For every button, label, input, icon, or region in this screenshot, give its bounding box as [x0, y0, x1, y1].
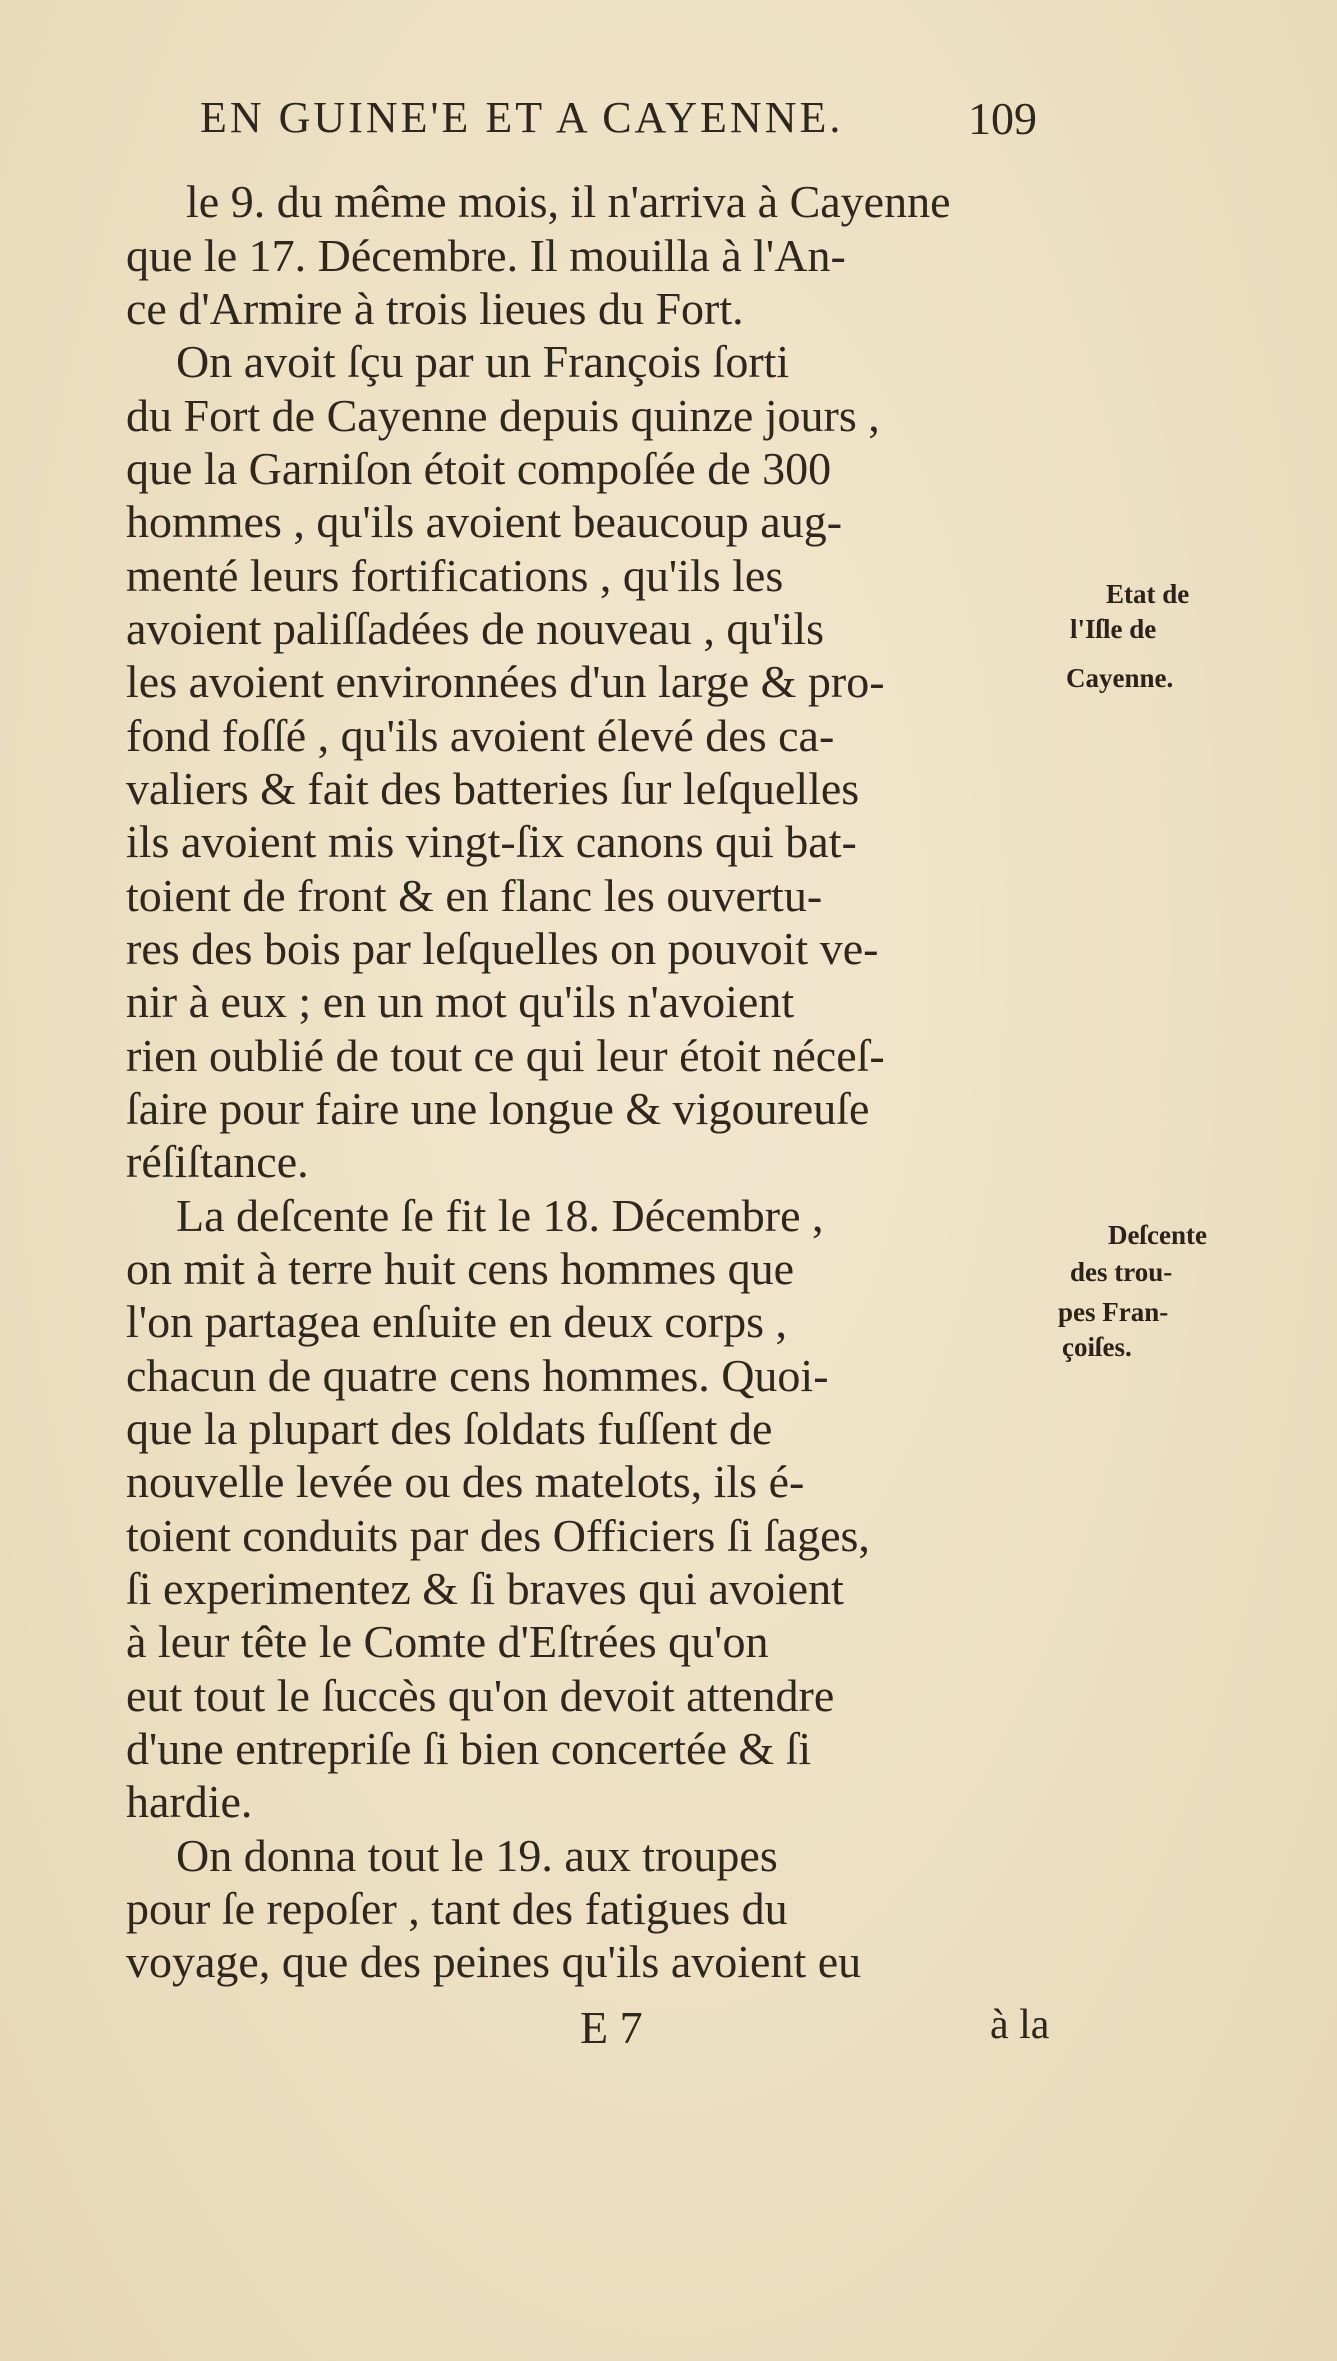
text-line: hardie. [126, 1776, 253, 1827]
text-line: d'une entrepriſe ſi bien concertée & ſi [126, 1723, 812, 1774]
paragraph-start-line: La deſcente ſe fit le 18. Décembre , [176, 1190, 824, 1241]
text-line: voyage, que des peines qu'ils avoient eu [126, 1936, 862, 1987]
margin-note-line: Cayenne. [1066, 663, 1174, 693]
paragraph-start-line: On avoit ſçu par un François ſorti [176, 336, 790, 387]
text-line: le 9. du même mois, il n'arriva à Cayenne [186, 176, 951, 227]
text-line: l'on partagea enſuite en deux corps , [126, 1296, 787, 1347]
paragraph-start-line: On donna tout le 19. aux troupes [176, 1830, 778, 1881]
text-line: que la Garniſon étoit compoſée de 300 [126, 443, 832, 494]
text-line: hommes , qu'ils avoient beaucoup aug- [126, 496, 843, 547]
text-line: chacun de quatre cens hommes. Quoi- [126, 1350, 829, 1401]
text-line: nouvelle levée ou des matelots, ils é- [126, 1456, 805, 1507]
signature-mark: E 7 [580, 2002, 643, 2053]
margin-note-line: çoiſes. [1062, 1332, 1132, 1362]
text-line: ſaire pour faire une longue & vigoureuſe [126, 1083, 870, 1134]
margin-note-line: pes Fran- [1058, 1297, 1169, 1327]
text-line: avoient paliſſadées de nouveau , qu'ils [126, 603, 825, 654]
text-line: que le 17. Décembre. Il mouilla à l'An- [126, 230, 846, 281]
text-line: ils avoient mis vingt-ſix canons qui bat- [126, 816, 857, 867]
text-line: ce d'Armire à trois lieues du Fort. [126, 283, 744, 334]
text-line: nir à eux ; en un mot qu'ils n'avoient [126, 976, 795, 1027]
page-number: 109 [968, 93, 1037, 144]
text-line: à leur tête le Comte d'Eſtrées qu'on [126, 1616, 769, 1667]
text-line: fond foſſé , qu'ils avoient élevé des ca- [126, 710, 835, 761]
text-line: rien oublié de tout ce qui leur étoit néceſ- [126, 1030, 885, 1081]
margin-note-line: des trou- [1070, 1257, 1173, 1287]
catchword: à la [990, 2002, 1050, 2048]
text-line: valiers & fait des batteries ſur leſquelles [126, 763, 860, 814]
text-line: pour ſe repoſer , tant des fatigues du [126, 1883, 788, 1934]
text-line: réſiſtance. [126, 1136, 309, 1187]
text-line: que la plupart des ſoldats fuſſent de [126, 1403, 773, 1454]
text-line: du Fort de Cayenne depuis quinze jours , [126, 390, 880, 441]
margin-note-line: Etat de [1106, 579, 1190, 609]
text-line: toient de front & en flanc les ouvertu- [126, 870, 823, 921]
text-line: menté leurs fortifications , qu'ils les [126, 550, 784, 601]
margin-note-line: Deſcente [1108, 1220, 1207, 1250]
text-line: les avoient environnées d'un large & pro- [126, 656, 885, 707]
text-line: ſi experimentez & ſi braves qui avoient [126, 1563, 844, 1614]
running-head: EN GUINE'E ET A CAYENNE. [200, 93, 844, 142]
text-line: res des bois par leſquelles on pouvoit ve- [126, 923, 879, 974]
text-line: toient conduits par des Officiers ſi ſages, [126, 1510, 870, 1561]
margin-note-line: l'Iſle de [1070, 614, 1157, 644]
text-line: on mit à terre huit cens hommes que [126, 1243, 795, 1294]
text-line: eut tout le ſuccès qu'on devoit attendre [126, 1670, 835, 1721]
